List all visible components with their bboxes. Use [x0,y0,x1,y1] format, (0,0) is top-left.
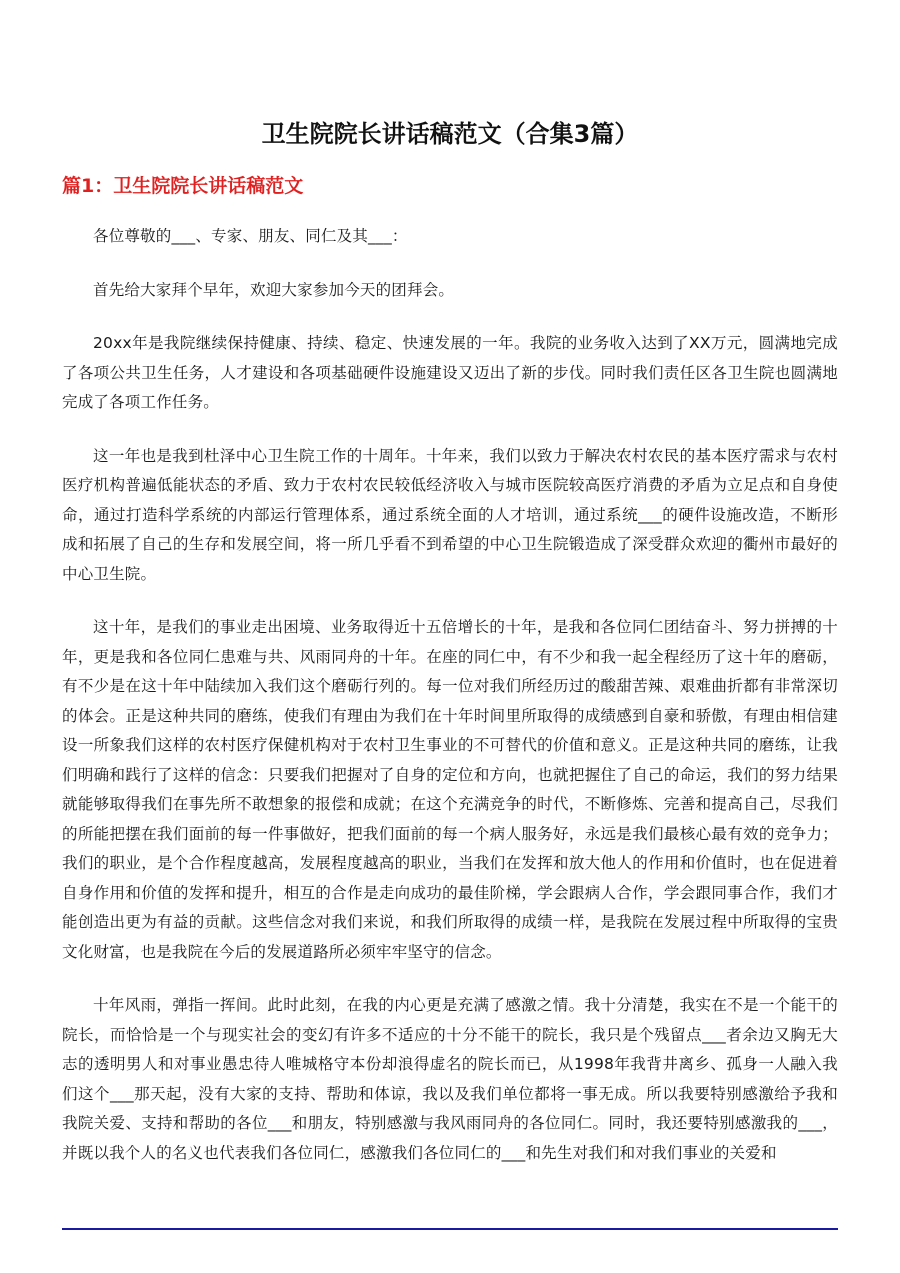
document-title: 卫生院院长讲话稿范文（合集3篇） [261,120,639,148]
footer-divider [62,1228,838,1230]
paragraph-ten-years-struggle: 这十年，是我们的事业走出困境、业务取得近十五倍增长的十年，是我和各位同仁团结奋斗、努力拼搏的十年，更是我和各位同仁患难与共、风雨同舟的十年。在座的同仁中，有不少和我一起全程经历了这十年的磨砺，有不少是在这十年中陆续加入我们这个磨砺行列的。每一位对我们所经历过的酸甜苦辣、艰难曲折都有非常深切的体会。正是这种共同的磨练，使我们有理由为我们在十年时间里所取得的成绩感到自豪和骄傲，有理由相信建设一所象我们这样的农村医疗保健机构对于农村卫生事业的不可替代的价值和意义。正是这种共同的磨练，让我们明确和践行了这样的信念：只要我们把握对了自身的定位和方向，也就把握住了自己的命运，我们的努力结果就能够取得我们在事先所不敢想象的报偿和成就；在这个充满竞争的时代，不断修炼、完善和提高自己，尽我们的所能把摆在我们面前的每一件事做好，把我们面前的每一个病人服务好，永远是我们最核心最有效的竞争力；我们的职业，是个合作程度越高，发展程度越高的职业，当我们在发挥和放大他人的作用和价值时，也在促进着自身作用和价值的发挥和提升，相互的合作是走向成功的最佳阶梯，学会跟病人合作，学会跟同事合作，我们才能创造出更为有益的贡献。这些信念对我们来说，和我们所取得的成绩一样，是我院在发展过程中所取得的宝贵文化财富，也是我院在今后的发展道路所必须牢牢坚守的信念。 [62,618,838,961]
paragraph-gratitude: 十年风雨，弹指一挥间。此时此刻，在我的内心更是充满了感激之情。我十分清楚，我实在不是一个能干的院长，而恰恰是一个与现实社会的变幻有许多不适应的十分不能干的院长，我只是个残留点___者余边又胸无大志的透明男人和对事业愚忠待人唯城格守本份却浪得虚名的院长而已，从1998年我背井离乡、孤身一人融入我们这个___那天起，没有大家的支持、帮助和体谅，我以及我们单位都将一事无成。所以我要特别感激给予我和我院关爱、支持和帮助的各位___和朋友，特别感激与我风雨同舟的各位同仁。同时，我还要特别感激我的___，并既以我个人的名义也代表我们各位同仁，感激我们各位同仁的___和先生对我们和对我们事业的关爱和 [62,996,838,1162]
document-body [62,222,838,1192]
paragraph-new-year-wishes: 首先给大家拜个早年，欢迎大家参加今天的团拜会。 [93,280,455,299]
paragraph-greeting: 各位尊敬的___、专家、朋友、同仁及其___： [93,227,408,245]
paragraph-tenth-anniversary: 这一年也是我到杜泽中心卫生院工作的十周年。十年来，我们以致力于解决农村农民的基本医疗需求与农村医疗机构普遍低能状态的矛盾、致力于农村农民较低经济收入与城市医院较高医疗消费的矛盾为立足点和自身使命，通过打造科学系统的内部运行管理体系，通过系统全面的人才培训，通过系统___的硬件设施改造，不断形成和拓展了自己的生存和发展空间，将一所几乎看不到希望的中心卫生院锻造成了深受群众欢迎的衢州市最好的中心卫生院。 [62,446,838,583]
section-heading: 篇1：卫生院院长讲话稿范文 [62,175,304,197]
paragraph-annual-summary: 20xx年是我院继续保持健康、持续、稳定、快速发展的一年。我院的业务收入达到了XX万元，圆满地完成了各项公共卫生任务，人才建设和各项基础硬件设施建设又迈出了新的步伐。同时我们责任区各卫生院也圆满地完成了各项工作任务。 [62,334,838,411]
